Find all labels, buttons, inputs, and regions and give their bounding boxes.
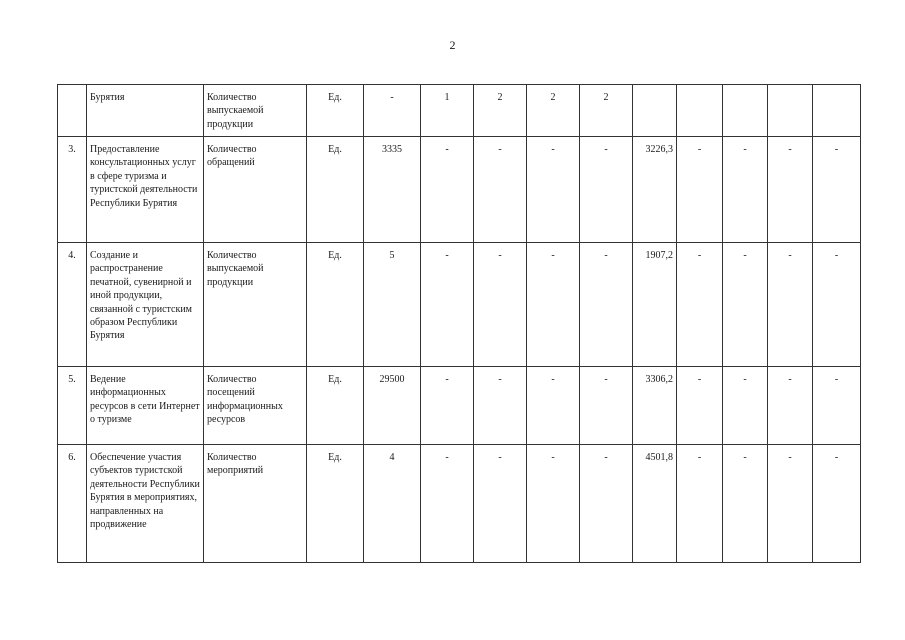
extra-value-cell bbox=[768, 85, 813, 137]
table-row bbox=[58, 243, 861, 367]
unit-cell: Ед. bbox=[307, 367, 364, 445]
extra-value-cell: - bbox=[677, 367, 723, 445]
value-cell: - bbox=[474, 367, 527, 445]
activity-name-cell: Предоставление консультационных услуг в сфере туризма и туристской деятельности Республики Бурятия bbox=[87, 137, 204, 243]
value-cell: 4 bbox=[364, 445, 421, 563]
indicator-name-cell: Количество мероприятий bbox=[204, 445, 307, 563]
amount-cell: 1907,2 bbox=[633, 243, 677, 367]
unit-cell: Ед. bbox=[307, 85, 364, 137]
extra-value-cell: - bbox=[768, 367, 813, 445]
value-cell: 1 bbox=[421, 85, 474, 137]
row-number-cell bbox=[58, 85, 87, 137]
unit-cell: Ед. bbox=[307, 137, 364, 243]
extra-value-cell: - bbox=[677, 445, 723, 563]
indicator-name-cell: Количество обращений bbox=[204, 137, 307, 243]
extra-value-cell: - bbox=[723, 445, 768, 563]
value-cell: - bbox=[580, 367, 633, 445]
value-cell: - bbox=[580, 243, 633, 367]
activity-name-cell: Ведение информационных ресурсов в сети Интернет о туризме bbox=[87, 367, 204, 445]
value-cell: 2 bbox=[580, 85, 633, 137]
value-cell: - bbox=[421, 445, 474, 563]
row-number-cell: 4. bbox=[58, 243, 87, 367]
table-row bbox=[58, 367, 861, 445]
extra-value-cell: - bbox=[813, 367, 861, 445]
extra-value-cell: - bbox=[723, 137, 768, 243]
value-cell: - bbox=[474, 445, 527, 563]
value-cell: 2 bbox=[474, 85, 527, 137]
indicator-name-cell: Количество посещений информационных ресурсов bbox=[204, 367, 307, 445]
extra-value-cell: - bbox=[813, 243, 861, 367]
activity-name-cell: Обеспечение участия субъектов туристской деятельности Республики Бурятия в мероприятиях, направленных на продвижение bbox=[87, 445, 204, 563]
extra-value-cell: - bbox=[677, 137, 723, 243]
row-number-cell: 5. bbox=[58, 367, 87, 445]
extra-value-cell bbox=[813, 85, 861, 137]
table-row bbox=[58, 445, 861, 563]
amount-cell: 3306,2 bbox=[633, 367, 677, 445]
value-cell: - bbox=[527, 445, 580, 563]
activity-name-cell: Бурятия bbox=[87, 85, 204, 137]
extra-value-cell: - bbox=[723, 243, 768, 367]
row-number-cell: 3. bbox=[58, 137, 87, 243]
value-cell: - bbox=[527, 243, 580, 367]
value-cell: - bbox=[474, 137, 527, 243]
value-cell: 3335 bbox=[364, 137, 421, 243]
activity-name-cell: Создание и распространение печатной, сувенирной и иной продукции, связанной с туристским образом Республики Бурятия bbox=[87, 243, 204, 367]
data-table bbox=[57, 84, 861, 563]
value-cell: - bbox=[580, 137, 633, 243]
value-cell: - bbox=[364, 85, 421, 137]
value-cell: - bbox=[527, 137, 580, 243]
amount-cell bbox=[633, 85, 677, 137]
value-cell: 2 bbox=[527, 85, 580, 137]
value-cell: 5 bbox=[364, 243, 421, 367]
extra-value-cell: - bbox=[677, 243, 723, 367]
extra-value-cell: - bbox=[768, 137, 813, 243]
extra-value-cell bbox=[723, 85, 768, 137]
extra-value-cell bbox=[677, 85, 723, 137]
value-cell: - bbox=[421, 243, 474, 367]
unit-cell: Ед. bbox=[307, 243, 364, 367]
value-cell: - bbox=[421, 137, 474, 243]
table-row bbox=[58, 137, 861, 243]
extra-value-cell: - bbox=[768, 243, 813, 367]
extra-value-cell: - bbox=[813, 445, 861, 563]
value-cell: - bbox=[474, 243, 527, 367]
indicator-name-cell: Количество выпускаемой продукции bbox=[204, 85, 307, 137]
extra-value-cell: - bbox=[813, 137, 861, 243]
extra-value-cell: - bbox=[723, 367, 768, 445]
value-cell: - bbox=[421, 367, 474, 445]
amount-cell: 4501,8 bbox=[633, 445, 677, 563]
extra-value-cell: - bbox=[768, 445, 813, 563]
table-row bbox=[58, 85, 861, 137]
page-number: 2 bbox=[449, 38, 456, 52]
row-number-cell: 6. bbox=[58, 445, 87, 563]
value-cell: - bbox=[527, 367, 580, 445]
unit-cell: Ед. bbox=[307, 445, 364, 563]
indicator-name-cell: Количество выпускаемой продукции bbox=[204, 243, 307, 367]
value-cell: 29500 bbox=[364, 367, 421, 445]
value-cell: - bbox=[580, 445, 633, 563]
amount-cell: 3226,3 bbox=[633, 137, 677, 243]
